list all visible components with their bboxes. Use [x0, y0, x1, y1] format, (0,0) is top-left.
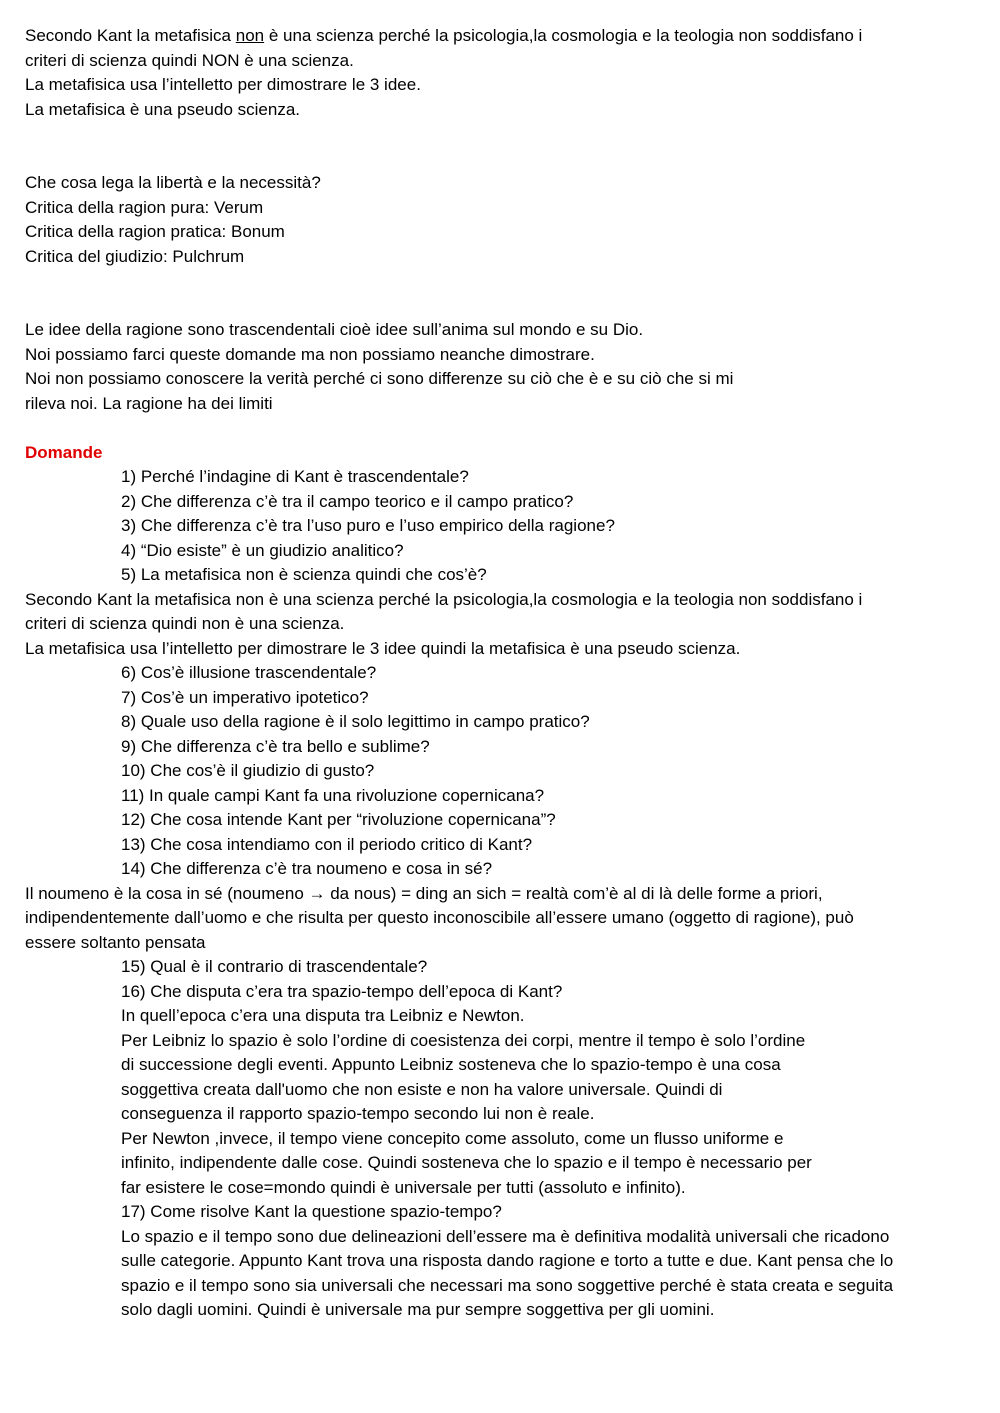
questions-heading: Domande: [25, 442, 103, 462]
answer-16-line-8: far esistere le cose=mondo quindi è universale per tutti (assoluto e infinito).: [121, 1177, 686, 1197]
question-16: 16) Che disputa c’era tra spazio-tempo dell’epoca di Kant?: [121, 981, 563, 1001]
intro-line-1-post: è una scienza perché la psicologia,la cosmologia e la teologia non soddisfano i: [264, 26, 863, 45]
answer-5-line-1: Secondo Kant la metafisica non è una scienza perché la psicologia,la cosmologia e la teologia non soddisfano i: [25, 589, 863, 609]
answer-14-line-1: Il noumeno è la cosa in sé (noumeno → da nous) = ding an sich = realtà com’è al di là delle forme a priori,: [25, 883, 823, 903]
critiques-line-3: Critica della ragion pratica: Bonum: [25, 222, 285, 241]
critiques-line-4: Critica del giudizio: Pulchrum: [25, 246, 245, 266]
answer-16-line-5: conseguenza il rapporto spazio-tempo secondo lui non è reale.: [121, 1104, 595, 1123]
intro-line-4: La metafisica è una pseudo scienza.: [25, 99, 301, 119]
question-9: 9) Che differenza c’è tra bello e sublime?: [121, 736, 430, 756]
question-10: 10) Che cos’è il giudizio di gusto?: [121, 761, 375, 780]
spacer: [25, 416, 970, 441]
answer-17-line-3: spazio e il tempo sono sia universali che necessari ma sono soggettive perché è stata creata e seguita: [121, 1275, 894, 1295]
answer-5-line-2: criteri di scienza quindi non è una scienza.: [25, 614, 345, 633]
questions-section: [25, 441, 970, 1323]
answer-16-line-4: soggettiva creata dall'uomo che non esiste e non ha valore universale. Quindi di: [121, 1079, 723, 1099]
question-2: 2) Che differenza c’è tra il campo teorico e il campo pratico?: [121, 491, 574, 511]
answer-16-line-1: In quell’epoca c’era una disputa tra Leibniz e Newton.: [121, 1006, 525, 1025]
question-17: 17) Come risolve Kant la questione spazio-tempo?: [121, 1202, 502, 1221]
intro-line-2: criteri di scienza quindi NON è una scienza.: [25, 50, 354, 70]
intro-line-3: La metafisica usa l’intelletto per dimostrare le 3 idee.: [25, 75, 421, 94]
answer-14-line-3: essere soltanto pensata: [25, 932, 206, 952]
question-3: 3) Che differenza c’è tra l’uso puro e l’uso empirico della ragione?: [121, 516, 615, 535]
answer-16-line-3: di successione degli eventi. Appunto Leibniz sosteneva che lo spazio-tempo è una cosa: [121, 1055, 781, 1074]
question-1: 1) Perché l’indagine di Kant è trascendentale?: [121, 467, 469, 486]
critiques-line-1: Che cosa lega la libertà e la necessità?: [25, 173, 321, 192]
intro-paragraph: [25, 24, 970, 122]
answer-17-line-4: solo dagli uomini. Quindi è universale ma pur sempre soggettiva per gli uomini.: [121, 1300, 715, 1319]
answer-14-line-2: indipendentemente dall’uomo e che risulta per questo inconoscibile all’essere umano (oggetto di ragione), può: [25, 908, 854, 927]
critiques-paragraph: [25, 171, 970, 269]
question-6: 6) Cos’è illusione trascendentale?: [121, 663, 377, 682]
question-14: 14) Che differenza c’è tra noumeno e cosa in sé?: [121, 859, 493, 878]
answer-16-line-2: Per Leibniz lo spazio è solo l’ordine di coesistenza dei corpi, mentre il tempo è solo l’ordine: [121, 1030, 806, 1050]
ideas-line-4: rileva noi. La ragione ha dei limiti: [25, 393, 273, 413]
spacer: [25, 122, 970, 171]
answer-5-line-3: La metafisica usa l’intelletto per dimostrare le 3 idee quindi la metafisica è una pseudo scienza.: [25, 638, 741, 658]
question-5: 5) La metafisica non è scienza quindi che cos’è?: [121, 565, 487, 584]
underlined-word: non: [235, 26, 265, 45]
question-8: 8) Quale uso della ragione è il solo legittimo in campo pratico?: [121, 712, 590, 731]
question-12: 12) Che cosa intende Kant per “rivoluzione copernicana”?: [121, 810, 556, 829]
answer-17-line-2: sulle categorie. Appunto Kant trova una risposta dando ragione e torto a tutte e due. Kant pensa che lo: [121, 1251, 894, 1270]
ideas-line-1: Le idee della ragione sono trascendentali cioè idee sull’anima sul mondo e su Dio.: [25, 320, 644, 339]
ideas-paragraph: [25, 318, 970, 416]
question-15: 15) Qual è il contrario di trascendentale?: [121, 957, 428, 976]
question-7: 7) Cos’è un imperativo ipotetico?: [121, 687, 369, 707]
question-4: 4) “Dio esiste” è un giudizio analitico?: [121, 540, 404, 560]
intro-line-1: [25, 24, 970, 49]
answer-17-line-1: Lo spazio e il tempo sono due delineazioni dell’essere ma è definitiva modalità universali che ricadono: [121, 1226, 890, 1246]
question-13: 13) Che cosa intendiamo con il periodo critico di Kant?: [121, 834, 533, 854]
ideas-line-3: Noi non possiamo conoscere la verità perché ci sono differenze su ciò che è e su ciò che si mi: [25, 369, 734, 388]
critiques-line-2: Critica della ragion pura: Verum: [25, 197, 264, 217]
answer-16-line-6: Per Newton ,invece, il tempo viene concepito come assoluto, come un flusso uniforme e: [121, 1128, 784, 1148]
question-11: 11) In quale campi Kant fa una rivoluzione copernicana?: [121, 785, 545, 805]
answer-16-line-7: infinito, indipendente dalle cose. Quindi sosteneva che lo spazio e il tempo è necessario per: [121, 1153, 812, 1172]
intro-line-1-pre: Secondo Kant la metafisica: [25, 26, 236, 45]
spacer: [25, 269, 970, 318]
ideas-line-2: Noi possiamo farci queste domande ma non possiamo neanche dimostrare.: [25, 344, 595, 364]
